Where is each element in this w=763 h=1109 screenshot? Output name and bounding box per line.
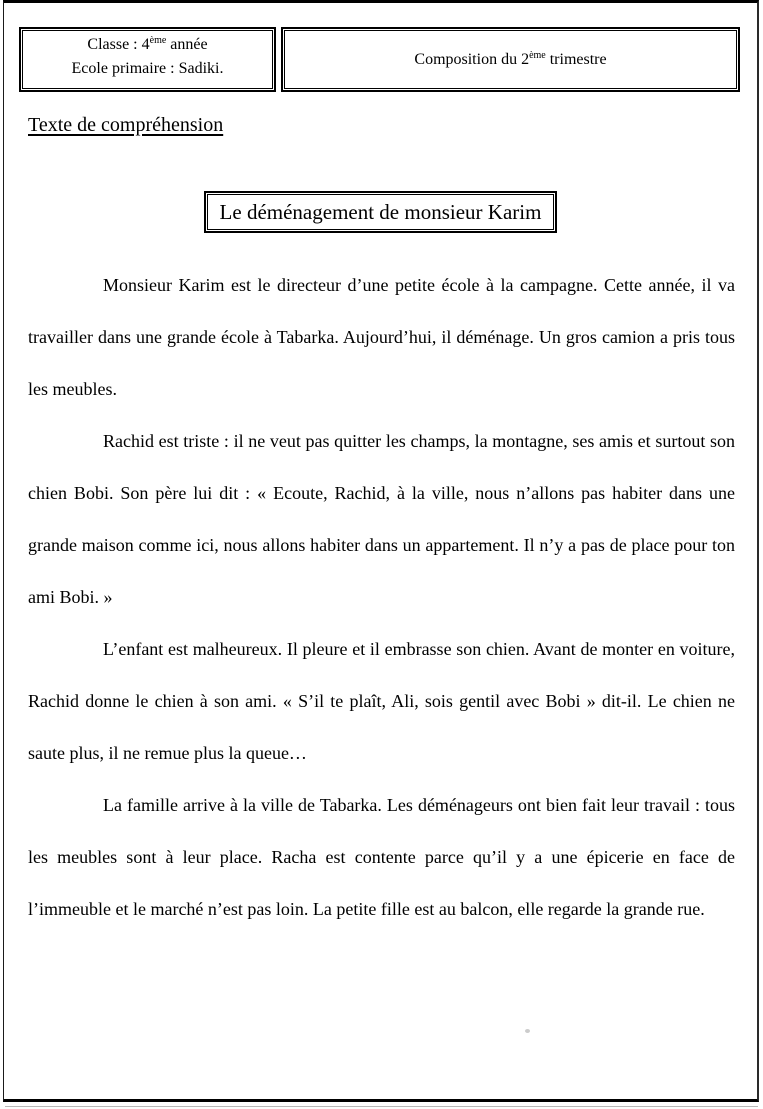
paragraph-4: La famille arrive à la ville de Tabarka. Les déménageurs ont bien fait leur travail : tous les meubles sont à leur place. Racha est contente parce qu’il y a une épicerie en face de l’immeuble et le marché n’est pas loin. La petite fille est au balcon, elle regarde la grande rue. xyxy=(28,795,735,919)
composition-box-inner xyxy=(284,30,737,89)
composition-text: Composition du 2 xyxy=(414,50,530,68)
section-label: Texte de compréhension xyxy=(28,114,224,136)
class-line-text: Classe : 4 xyxy=(87,36,150,53)
paragraph-2: Rachid est triste : il ne veut pas quitter les champs, la montagne, ses amis et surtout son chien Bobi. Son père lui dit : « Ecoute, Rachid, à la ville, nous n’allons pas habiter dans une grande maison comme ici, nous allons habiter dans un appartement. Il n’y a pas de place pour ton ami Bobi. » xyxy=(28,431,735,607)
class-line xyxy=(87,34,207,58)
class-line-superscript: ème xyxy=(149,35,167,46)
composition-superscript: ème xyxy=(529,49,546,61)
document-title: Le déménagement de monsieur Karim xyxy=(219,199,542,224)
class-line-rest: année xyxy=(166,36,208,53)
scan-edge-line xyxy=(5,1106,758,1107)
composition-rest: trimestre xyxy=(545,50,607,68)
paragraph-1: Monsieur Karim est le directeur d’une petite école à la campagne. Cette année, il va travailler dans une grande école à Tabarka. Aujourd’hui, il déménage. Un gros camion a pris tous les meubles. xyxy=(28,275,735,399)
paragraph-3: L’enfant est malheureux. Il pleure et il embrasse son chien. Avant de monter en voiture, Rachid donne le chien à son ami. « S’il te plaît, Ali, sois gentil avec Bobi » dit-il. Le chien ne saute plus, il ne remue plus la queue… xyxy=(28,639,735,763)
title-box-inner xyxy=(207,194,554,230)
school-line: Ecole primaire : Sadiki. xyxy=(71,60,224,77)
class-info-box xyxy=(19,27,276,92)
title-box xyxy=(204,191,557,233)
scan-artifact-speck xyxy=(525,1029,530,1033)
composition-box xyxy=(281,27,740,92)
composition-line xyxy=(414,51,606,69)
class-info-box-inner xyxy=(22,30,273,89)
body-text xyxy=(28,259,735,935)
